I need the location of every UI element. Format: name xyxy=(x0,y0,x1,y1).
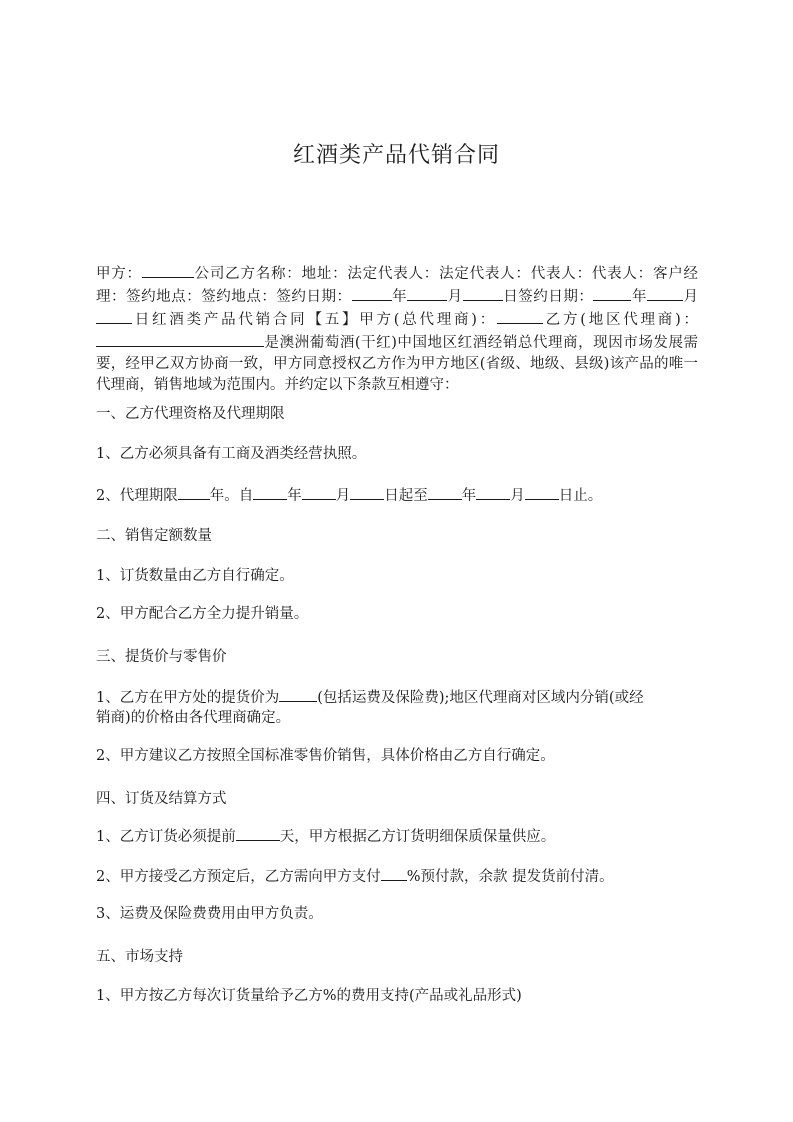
blank-line xyxy=(96,308,132,324)
clause-line: 1、甲方按乙方每次订货量给予乙方%的费用支持(产品或礼品形式) xyxy=(96,988,522,1004)
intro-text: 月 xyxy=(683,289,699,305)
clause-text: 月 xyxy=(510,488,525,504)
blank-line xyxy=(253,484,287,500)
intro-text: 乙方(地区代理商)： xyxy=(543,312,698,328)
intro-text: 公司乙方名称：地址：法定代表人：法定代表人：代表人：代表人：客户经理：签约地点：签约地点：签约日期： xyxy=(96,266,699,305)
clause-text: %预付款，余款 提发货前付清。 xyxy=(406,869,614,885)
clause-text: 年 xyxy=(461,488,477,504)
clause-line xyxy=(96,484,706,507)
blank-line xyxy=(96,331,264,347)
blank-line xyxy=(497,308,543,324)
clause-line xyxy=(96,865,706,888)
blank-line xyxy=(350,484,384,500)
clause-text: 日起至 xyxy=(384,488,428,504)
intro-text: 月 xyxy=(447,289,463,305)
clause-text: 2、甲方接受乙方预定后，乙方需向甲方支付 xyxy=(96,869,381,885)
blank-line xyxy=(279,686,317,702)
clause-line: 2、甲方配合乙方全力提升销量。 xyxy=(96,606,309,622)
clause-text: (包括运费及保险费);地区代理商对区域内分销(或经 xyxy=(317,690,644,706)
blank-line xyxy=(407,285,447,301)
clause-line: 1、订货数量由乙方自行确定。 xyxy=(96,568,294,584)
clause-text: 日止。 xyxy=(558,488,603,504)
blank-line xyxy=(236,825,280,841)
clause-line xyxy=(96,825,706,848)
clause-text: 年。自 xyxy=(209,488,254,504)
intro-text: 年 xyxy=(391,289,408,305)
section-heading: 五、市场支持 xyxy=(96,949,183,965)
intro-text: 日红酒类产品代销合同【五】甲方(总代理商)： xyxy=(132,312,497,328)
section-heading: 二、销售定额数量 xyxy=(96,528,212,544)
blank-line xyxy=(593,285,631,301)
intro-text: 日签约日期： xyxy=(502,289,594,305)
blank-line xyxy=(178,484,210,500)
clause-text: 天，甲方根据乙方订货明细保质保量供应。 xyxy=(279,829,556,845)
intro-text: 甲方： xyxy=(96,266,142,282)
clause-line: 1、乙方必须具备有工商及酒类经营执照。 xyxy=(96,446,367,462)
intro-text: 是澳洲葡萄酒(干红)中国地区红酒经销总代理商，现因市场发展需要，经甲乙双方协商一致，甲方同意授权乙方作为甲方地区(省级、地级、县级)该产品的唯一代理商，销售地域为范围内。并约定以下条款互相遵守： xyxy=(96,335,698,393)
section-heading: 三、提货价与零售价 xyxy=(96,649,227,665)
clause-text: 月 xyxy=(335,488,351,504)
blank-line xyxy=(352,285,392,301)
document-title: 红酒类产品代销合同 xyxy=(292,143,500,168)
clause-line: 销商)的价格由各代理商确定。 xyxy=(96,710,291,726)
clause-text: 年 xyxy=(287,488,302,504)
blank-line xyxy=(476,484,510,500)
intro-text: 年 xyxy=(631,289,648,305)
blank-line xyxy=(428,484,462,500)
blank-line xyxy=(142,262,194,278)
clause-text: 2、代理期限 xyxy=(96,488,178,504)
intro-paragraph xyxy=(96,262,698,396)
section-heading: 四、订货及结算方式 xyxy=(96,791,227,807)
clause-line: 3、运费及保险费费用由甲方负责。 xyxy=(96,906,323,922)
blank-line xyxy=(302,484,336,500)
blank-line xyxy=(647,285,683,301)
clause-line xyxy=(96,686,706,709)
blank-line xyxy=(463,285,503,301)
blank-line xyxy=(525,484,559,500)
blank-line xyxy=(381,865,407,881)
clause-text: 1、乙方订货必须提前 xyxy=(96,829,236,845)
clause-line: 2、甲方建议乙方按照全国标准零售价销售，具体价格由乙方自行确定。 xyxy=(96,748,555,764)
clause-text: 1、乙方在甲方处的提货价为 xyxy=(96,690,280,706)
section-heading: 一、乙方代理资格及代理期限 xyxy=(96,406,285,422)
